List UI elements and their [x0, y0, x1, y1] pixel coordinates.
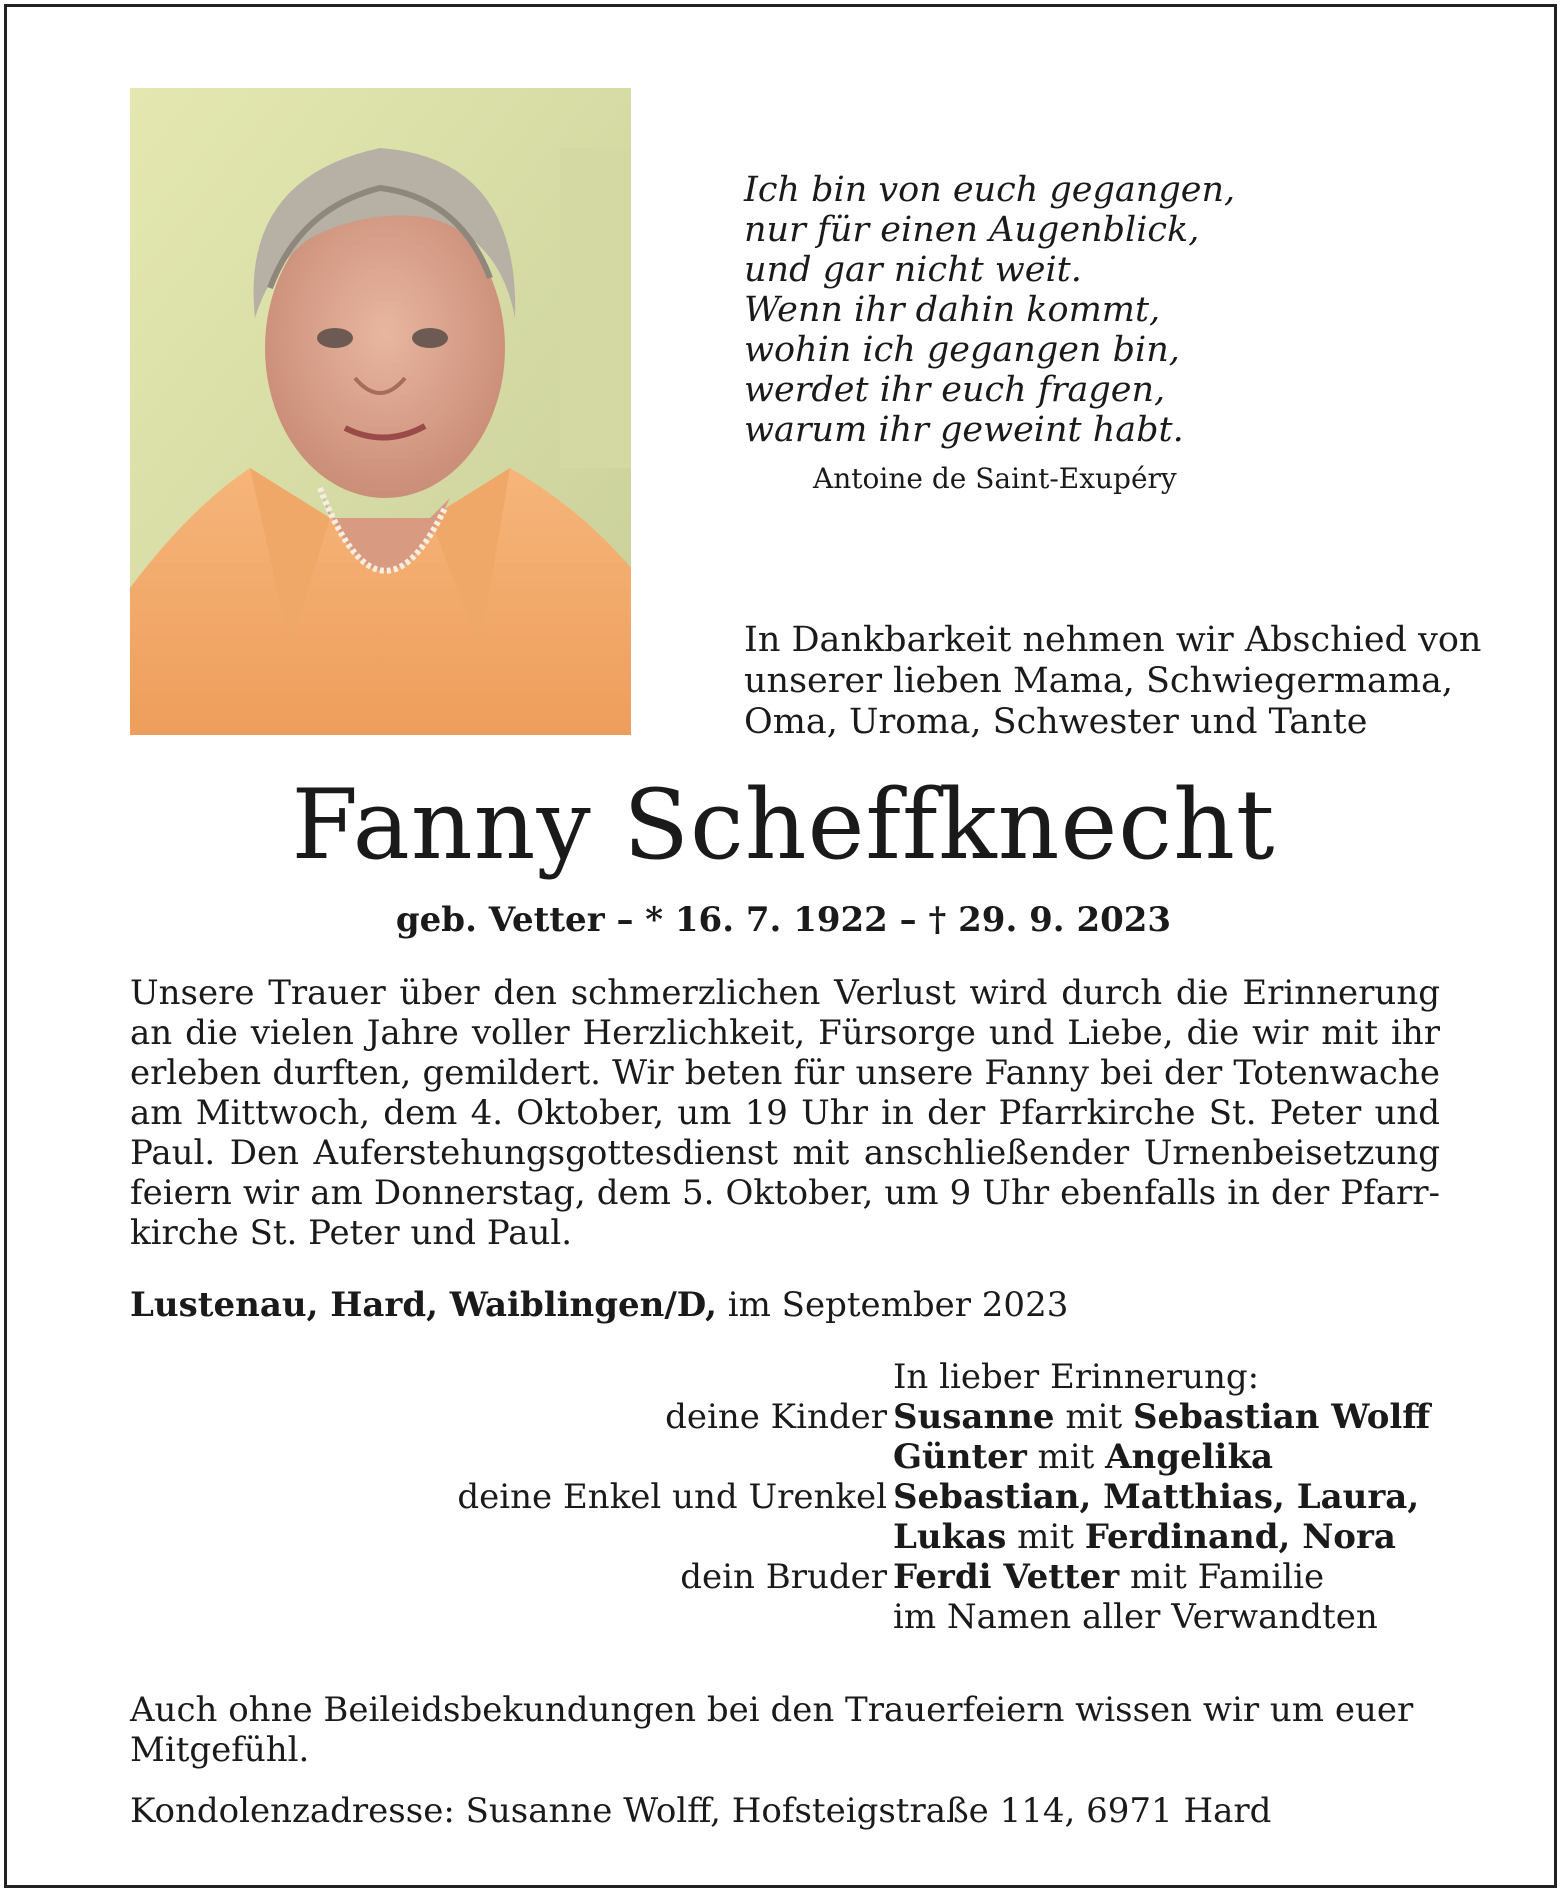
- deceased-dates: geb. Vetter – * 16. 7. 1922 – † 29. 9. 2023: [395, 900, 1172, 940]
- family-heading: In lieber Erinnerung:: [893, 1357, 1260, 1397]
- family-row: [0, 1597, 1567, 1637]
- family-name: Angelika: [1105, 1437, 1274, 1477]
- family-role: deine Enkel und Urenkel: [457, 1477, 887, 1517]
- family-row: [0, 1437, 1567, 1477]
- intro-line: In Dankbarkeit nehmen wir Abschied von: [744, 620, 1482, 660]
- poem: [744, 170, 1264, 450]
- family-connector: mit: [1017, 1517, 1074, 1557]
- family-role: dein Bruder: [680, 1557, 887, 1597]
- poem-line: werdet ihr euch fragen,: [744, 370, 1166, 410]
- family-relatives: im Namen aller Verwandten: [893, 1597, 1378, 1637]
- poem-line: Wenn ihr dahin kommt,: [744, 290, 1161, 330]
- body-line: Unsere Trauer über den schmerzlichen Verlust wird durch die Erinnerung: [130, 973, 1440, 1013]
- family-name: Ferdi Vetter: [893, 1557, 1120, 1597]
- body-line: feiern wir am Donnerstag, dem 5. Oktober, um 9 Uhr ebenfalls in der Pfarr-: [130, 1173, 1440, 1213]
- closing-text: [130, 1690, 1440, 1770]
- portrait-illustration: [130, 88, 631, 735]
- poem-line: warum ihr geweint habt.: [744, 410, 1184, 450]
- intro-text: [744, 620, 1482, 743]
- deceased-name: Fanny Scheffknecht: [291, 769, 1276, 881]
- family-connector: mit: [1065, 1397, 1123, 1437]
- poem-author: Antoine de Saint-Exupéry: [813, 462, 1177, 495]
- family-names: [893, 1557, 1324, 1597]
- place-date: [130, 1285, 1068, 1325]
- family-name: Susanne: [893, 1397, 1055, 1437]
- family-role: deine Kinder: [665, 1397, 887, 1437]
- family-name: Sebastian Wolff: [1132, 1397, 1431, 1437]
- condolence-address: Kondolenzadresse: Susanne Wolff, Hofsteigstraße 114, 6971 Hard: [130, 1791, 1272, 1831]
- family-row: [0, 1517, 1567, 1557]
- body-line: an die vielen Jahre voller Herzlichkeit, Fürsorge und Liebe, die wir mit ihr: [130, 1013, 1440, 1053]
- family-row: [0, 1397, 1567, 1437]
- closing-line: Auch ohne Beileidsbekundungen bei den Trauerfeiern wissen wir um euer: [130, 1690, 1414, 1730]
- family-name: Lukas: [893, 1517, 1007, 1557]
- body-line: kirche St. Peter und Paul.: [130, 1213, 573, 1253]
- family-list: [0, 1357, 1567, 1637]
- family-names: [893, 1437, 1273, 1477]
- family-name: Ferdinand, Nora: [1084, 1517, 1396, 1557]
- family-row: [0, 1357, 1567, 1397]
- body-line: am Mittwoch, dem 4. Oktober, um 19 Uhr in der Pfarrkirche St. Peter und: [130, 1093, 1440, 1133]
- body-text: [130, 973, 1440, 1253]
- closing-line: Mitgefühl.: [130, 1730, 310, 1770]
- poem-line: und gar nicht weit.: [744, 250, 1082, 290]
- family-connector: mit: [1037, 1437, 1095, 1477]
- place-locations: Lustenau, Hard, Waiblingen/D,: [130, 1285, 717, 1325]
- intro-line: unserer lieben Mama, Schwiegermama,: [744, 661, 1454, 701]
- body-line: erleben durften, gemildert. Wir beten für unsere Fanny bei der Totenwache: [130, 1053, 1440, 1093]
- place-month: im September 2023: [727, 1285, 1069, 1325]
- poem-line: nur für einen Augenblick,: [744, 210, 1200, 250]
- family-connector: mit Familie: [1130, 1557, 1325, 1597]
- body-line: Paul. Den Auferstehungsgottesdienst mit anschließender Urnenbeisetzung: [130, 1133, 1440, 1173]
- portrait-photo: [130, 88, 631, 735]
- family-names: [893, 1517, 1396, 1557]
- intro-line: Oma, Uroma, Schwester und Tante: [744, 702, 1368, 742]
- family-names: [893, 1477, 1419, 1517]
- family-name: Günter: [893, 1437, 1027, 1477]
- poem-line: Ich bin von euch gegangen,: [744, 170, 1236, 210]
- family-row: [0, 1557, 1567, 1597]
- poem-line: wohin ich gegangen bin,: [744, 330, 1180, 370]
- family-name: Sebastian, Matthias, Laura,: [893, 1477, 1420, 1517]
- family-names: [893, 1397, 1430, 1437]
- family-row: [0, 1477, 1567, 1517]
